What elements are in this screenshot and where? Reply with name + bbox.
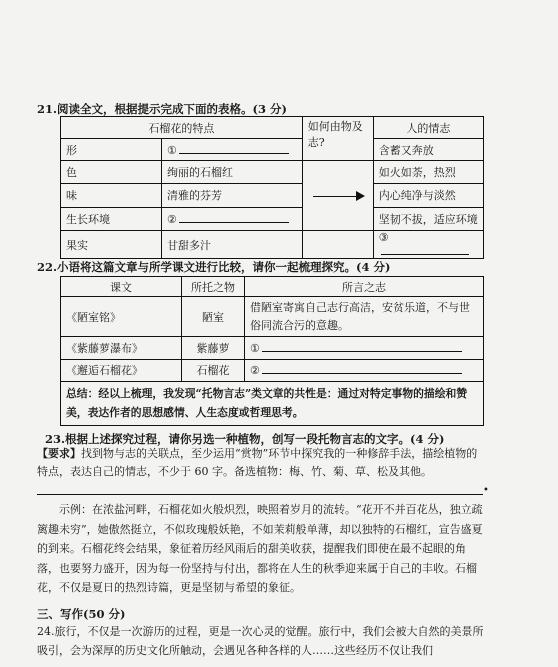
q21-feature: 清雅的芬芳 (162, 184, 303, 207)
requirement-label: 【要求】 (37, 447, 81, 460)
bullet-dot: • (483, 485, 489, 496)
q22-object: 紫藤萝 (182, 337, 245, 359)
question-21-title: 21.阅读全文，根据提示完成下面的表格。(3 分) (37, 102, 287, 116)
section-3-title: 三、写作(50 分) (37, 607, 126, 621)
q22-summary: 总结：经以上梳理，我发现“托物言志”类文章的共性是：通过对特定事物的描绘和赞美，表达作者的思想感情、人生态度或哲理思考。 (61, 381, 484, 425)
q21-arrow-blank (302, 231, 373, 259)
q21-emotion[interactable]: ③ (373, 231, 483, 259)
q21-emotion: 坚韧不拔，适应环境 (373, 207, 483, 230)
q21-attr: 形 (61, 139, 162, 161)
q21-table (60, 116, 484, 259)
q22-table (60, 276, 484, 426)
q22-header-text: 课文 (61, 277, 182, 297)
q21-header-emotion: 人的情志 (373, 117, 483, 139)
question-23-title: 23.根据上述探究过程，请你另选一种植物，创写一段托物言志的文字。(4 分) (45, 432, 445, 446)
q21-feature: 绚丽的石榴红 (162, 161, 303, 184)
q22-aim[interactable]: ① (245, 337, 484, 359)
q22-object: 石榴花 (182, 359, 245, 381)
q21-attr: 色 (61, 161, 162, 184)
q21-feature[interactable]: ② (162, 207, 303, 230)
answer-line[interactable] (37, 494, 483, 495)
q21-emotion: 如火如荼，热烈 (373, 161, 483, 184)
q22-aim[interactable]: ② (245, 359, 484, 381)
q21-feature: 甘甜多汁 (162, 231, 303, 259)
question-22-title: 22.小语将这篇文章与所学课文进行比较，请你一起梳理探究。(4 分) (37, 260, 391, 274)
arrow-right-icon (303, 161, 373, 230)
question-24-text: 24.旅行，不仅是一次游历的过程，更是一次心灵的觉醒。旅行中，我们会被大自然的美景所吸引，会为深厚的历史文化所触动，会遇见各种各样的人……这些经历不仅让我们 (37, 625, 484, 657)
q22-text: 《邂逅石榴花》 (61, 359, 182, 381)
q21-attr: 果实 (61, 231, 162, 259)
q22-header-object: 所托之物 (182, 277, 245, 297)
q22-object: 陋室 (182, 297, 245, 337)
q22-text: 《陋室铭》 (61, 297, 182, 337)
q21-header-how: 如何由物及志? (302, 117, 373, 161)
q21-attr: 生长环境 (61, 207, 162, 230)
q22-text: 《紫藤萝瀑布》 (61, 337, 182, 359)
q23-example: 示例：在浓盐河畔，石榴花如火般炽烈，映照着岁月的流转。“花开不并百花丛，独立疏篱趣未穷”，她傲然挺立，不似玫瑰般妖艳，不如茉莉般单薄，却以独特的石榴红，宣告盛夏的到来。石榴花终会结果，象征着历经风雨后的甜美收获，提醒我们即使在最不起眼的角落，也要努力盛开，因为每一份坚持与付出，都将在人生的秋季迎来属于自己的丰收。石榴花，不仅是夏日的热烈诗篇，更是坚韧与希望的象征。 (37, 503, 483, 594)
requirement-text: 找到物与志的关联点，至少运用“赏物”环节中探究我的一种修辞手法，描绘植物的特点，表达自己的情志，不少于 60 字。备选植物：梅、竹、菊、草、松及其他。 (37, 447, 478, 478)
q22-header-aim: 所言之志 (245, 277, 484, 297)
q21-emotion: 含蓄又奔放 (373, 139, 483, 161)
q21-arrow-cell (302, 161, 373, 231)
q23-requirement (37, 445, 485, 481)
q21-emotion: 内心纯净与淡然 (373, 184, 483, 207)
q21-header-features: 石榴花的特点 (61, 117, 303, 139)
q22-aim: 借陋室寄寓自己志行高洁，安贫乐道，不与世俗同流合污的意趣。 (245, 297, 484, 337)
q21-feature[interactable]: ① (162, 139, 303, 161)
q21-attr: 味 (61, 184, 162, 207)
